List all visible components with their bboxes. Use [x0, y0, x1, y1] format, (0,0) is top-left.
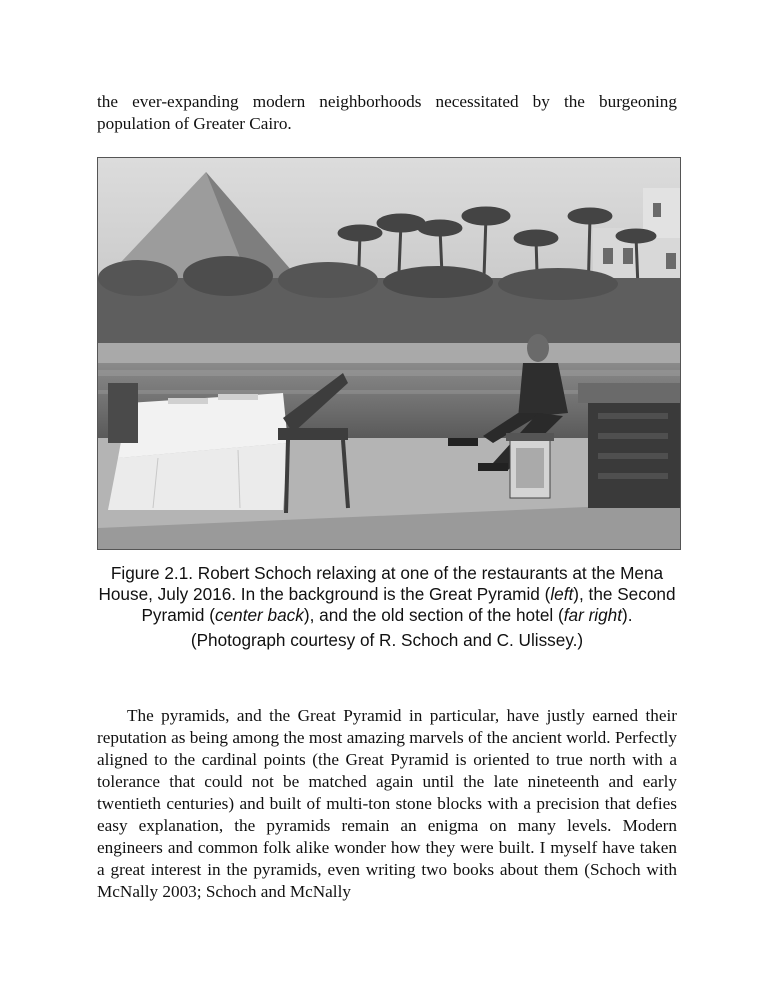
- caption-lead: Figure 2.1. Robert Schoch relaxing at one of the restaurants at the Mena House, July 2016. In the background is the Great Pyramid (: [98, 563, 664, 604]
- lantern: [506, 433, 554, 498]
- figure-caption: [97, 563, 677, 651]
- photo-credit: (Photograph courtesy of R. Schoch and C. Ulissey.): [190, 630, 584, 650]
- paragraph-main: The pyramids, and the Great Pyramid in particular, have justly earned their reputation as being among the most amazing marvels of the ancient world. Perfectly aligned to the cardinal points (the Great Pyramid is oriented to true north with a tolerance that could not be matched again until the late nineteenth and early twentieth centuries) and built of multi-ton stone blocks with a precision that defies easy explanation, the pyramids remain an enigma on many levels. Modern engineers and common folk alike wonder how they were built. I myself have taken a great interest in the pyramids, even writing two books about them (Schoch with McNally 2003; Schoch and McNally: [97, 706, 677, 901]
- caption-mid-1: ), the Second Pyramid (: [141, 584, 676, 625]
- caption-italic-left: left: [550, 584, 574, 604]
- paragraph-top: the ever-expanding modern neighborhoods necessitated by the burgeoning population of Greater Cairo.: [97, 92, 677, 133]
- wicker-chair: [578, 383, 680, 508]
- caption-text: [97, 563, 677, 626]
- figure-photograph: [97, 157, 681, 550]
- caption-italic-center-back: center back: [215, 605, 304, 625]
- caption-mid-2: ), and the old section of the hotel (: [303, 605, 564, 625]
- caption-italic-far-right: far right: [563, 605, 623, 625]
- caption-end: ).: [622, 605, 633, 625]
